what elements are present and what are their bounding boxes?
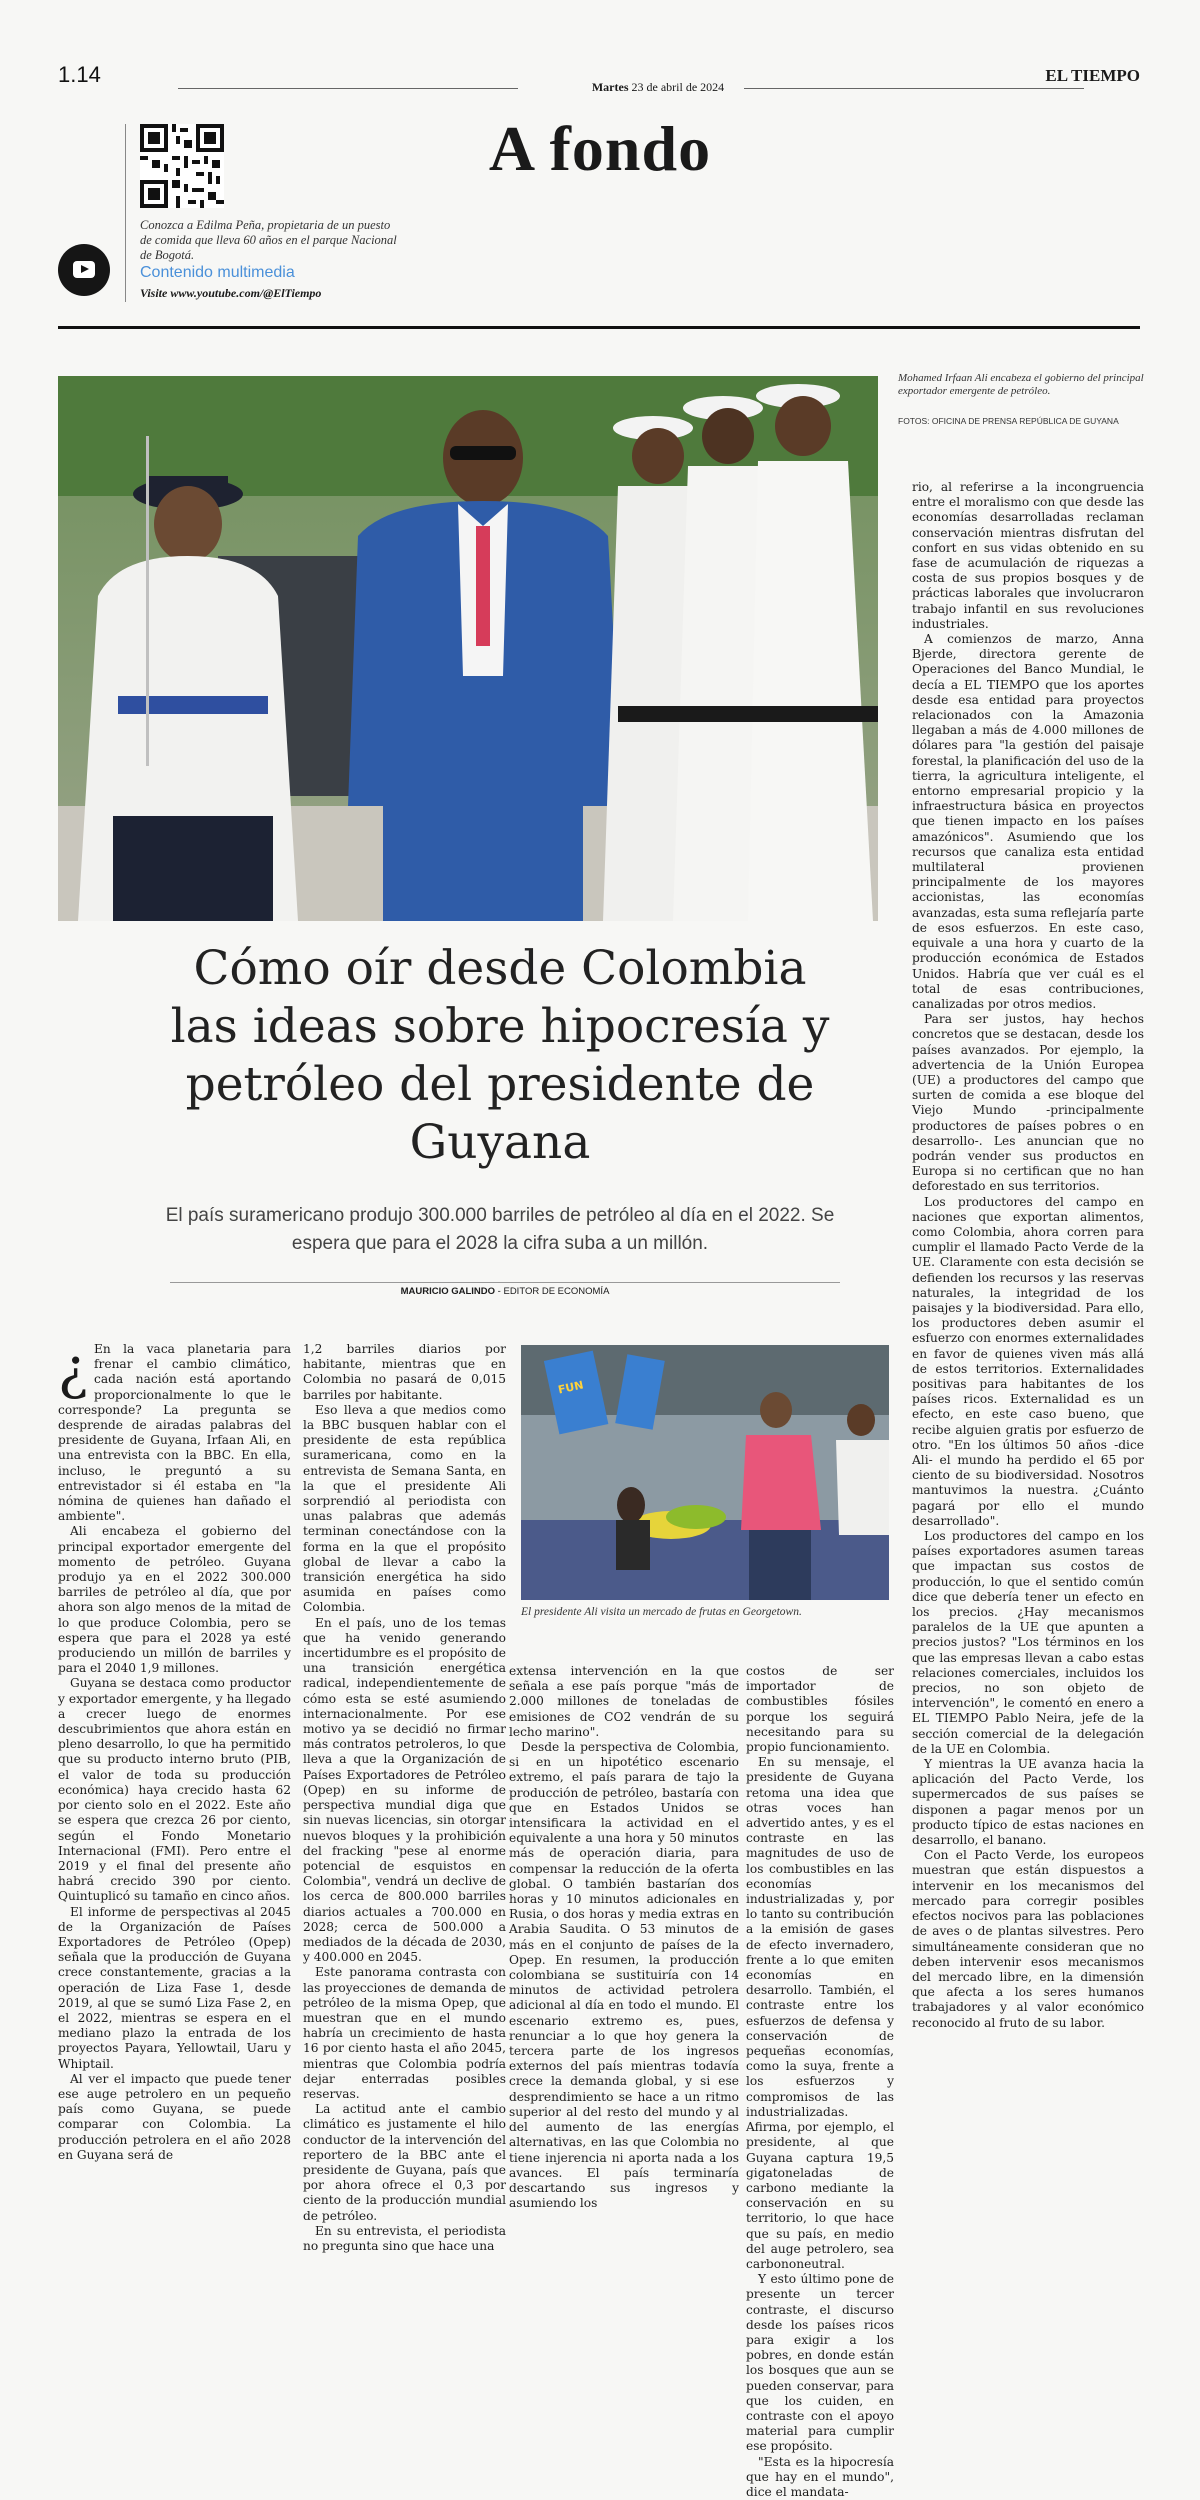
qr-code[interactable] bbox=[140, 124, 224, 208]
market-photo-caption: El presidente Ali visita un mercado de frutas en Georgetown. bbox=[521, 1606, 802, 1618]
svg-text:FUN: FUN bbox=[556, 1378, 585, 1397]
section-rule bbox=[58, 326, 1140, 329]
article-column-3 bbox=[509, 1664, 739, 2254]
article-column-1 bbox=[58, 1337, 291, 2252]
dropcap: ¿ bbox=[58, 1337, 89, 1402]
paragraph: Para ser justos, hay hechos concretos que se destacan, desde los países avanzados. Por ejemplo, la advertencia de la Unión Europea (UE) a productores del campo que surten de comida a ese bloque del Viejo Mundo -principalmente productores de países pobres o en desarrollo-. Les anuncian que no podrán vender sus productos en Europa si no certifican que no han deforestado en sus territorios. bbox=[912, 1012, 1144, 1194]
header-divider-left bbox=[178, 88, 518, 89]
paragraph: Y mientras la UE avanza hacia la aplicación del Pacto Verde, los supermercados de sus países se disponen a pagar menos por un producto típico de estas naciones en desarrollo, el banano. bbox=[912, 1757, 1144, 1848]
article-column-5 bbox=[912, 480, 1144, 2254]
author-role: - EDITOR DE ECONOMÍA bbox=[495, 1286, 610, 1297]
date-rest: 23 de abril de 2024 bbox=[631, 80, 725, 94]
author-name: MAURICIO GALINDO bbox=[400, 1286, 496, 1297]
header-divider-right bbox=[744, 88, 1084, 89]
play-icon bbox=[73, 261, 95, 278]
newspaper-name: EL TIEMPO bbox=[1045, 66, 1140, 85]
paragraph: 1,2 barriles diarios por habitante, mientras que en Colombia no pasará de 0,015 barriles por habitante. bbox=[303, 1342, 506, 1402]
paragraph: Eso lleva a que medios como la BBC busquen hablar con el presidente de esta república suramericana, como en la entrevista de Semana Santa, en la que el presidente Ali sorprendió al periodista con unas palabras que además terminan conectándose con la forma en la que el propósito global de llevar a cabo la transición energética ha sido asumida en países como Colombia. bbox=[303, 1402, 506, 1615]
paragraph: La actitud ante el cambio climático es justamente el hilo conductor de la intervención del reportero de la BBC ante el presidente de Guyana, país que por ahora ofrece el 0,3 por ciento de la producción mundial de petróleo. bbox=[303, 2102, 506, 2223]
paragraph: Este panorama contrasta con las proyecciones de demanda de petróleo de la misma Opep, que muestran que en el mundo habría un crecimiento de hasta 16 por ciento hasta el año 2045, mientras que Colombia podría dejar enterradas posibles reservas. bbox=[303, 1965, 506, 2101]
paragraph: Desde la perspectiva de Colombia, si en un hipotético escenario extremo, el país parara de tajo la producción de petróleo, bastaría con que en Estados Unidos se intensificara la actividad en el equivalente a una hora y 50 minutos más de operación diaria, para compensar la reducción de la oferta global. O también bastarían dos horas y 10 minutos adicionales en Rusia, o dos horas y media extras en Arabia Saudita. O 53 minutos de más en el conjunto de países de la Opep. En resumen, la producción colombiana se sustituiría con 14 minutos de actividad petrolera adicional al día en todo el mundo. El escenario extremo es, pues, renunciar a lo que hoy genera la tercera parte de los ingresos externos del país mientras todavía crece la demanda global, y si ese desprendimiento se hace a un ritmo superior al del resto del mundo y al del aumento de las energías alternativas, en las que Colombia no tiene injerencia ni aporta nada a los avances. El país terminaría descartando sus ingresos y asumiendo los bbox=[509, 1740, 739, 2211]
page-header bbox=[58, 60, 1140, 94]
multimedia-label: Contenido multimedia bbox=[140, 264, 295, 281]
paragraph: Los productores del campo en los países exportadores asumen tareas que impactan sus costos de producción, lo que el sentido común dice que debería tener un efecto en los precios. ¿Hay mecanismos paralelos de la UE que apunten a precios justos? "Los términos en los que las empresas llevan a cabo estas relaciones comerciales, incluidos los precios, no son objeto de intervención", le comentó en enero a EL TIEMPO Pablo Neira, jefe de la sección comercial de la delegación de la UE en Colombia. bbox=[912, 1529, 1144, 1756]
promo-divider bbox=[125, 124, 126, 302]
photo-credit: FOTOS: OFICINA DE PRENSA REPÚBLICA DE GUYANA bbox=[898, 416, 1119, 426]
paragraph: Al ver el impacto que puede tener ese auge petrolero en un pequeño país como Guyana, se puede comparar con Colombia. La producción petrolera en el año 2028 en Guyana será de bbox=[58, 2071, 291, 2162]
paragraph: En su entrevista, el periodista no pregunta sino que hace una bbox=[303, 2223, 506, 2253]
paragraph: Los productores del campo en naciones que exportan alimentos, como Colombia, ahora corren para cumplir el llamado Pacto Verde de la UE. Claramente con esta decisión se defienden los recursos y las reservas naturales, la integridad de los paisajes y la biodiversidad. Para ello, los productores deben asumir el esfuerzo con enormes externalidades en favor de quienes viven más allá de estos territorios. Externalidades positivas para habitantes de los países ricos. Externalidad es un efecto, en este caso bueno, que recibe alguien gratis por esfuerzo de otro. "En los últimos 50 años -dice Ali- el mundo ha perdido el 65 por ciento de su biodiversidad. Nosotros mantuvimos la nuestra. ¿Cuánto pagará por ello el mundo desarrollado". bbox=[912, 1194, 1144, 1528]
section-title: A fondo bbox=[488, 113, 712, 184]
paragraph: Guyana se destaca como productor y exportador emergente, y ha llegado a crecer luego de enormes descubrimientos que ahora están en pleno desarrollo, lo que ha permitido que su producto interno bruto (PIB, el valor de toda su producción económica) haya crecido hasta 62 por ciento solo en el 2022. Este año se espera que crezca 26 por ciento, según el Fondo Monetario Internacional (FMI). Pero entre el 2019 y el final del presente año habrá crecido 390 por ciento. Quintuplicó su tamaño en cinco años. bbox=[58, 1676, 291, 1904]
paragraph: Con el Pacto Verde, los europeos muestran que están dispuestos a intervenir en los mecanismos del mercado para corregir posibles efectos nocivos para las poblaciones de aves o de plantas silvestres. Pero simultáneamente consideran que no deben intervenir esos mecanismos del mercado libre, en la dimensión que afecta a los seres humanos trabajadores y al valor económico reconocido al fruto de su labor. bbox=[912, 1848, 1144, 2030]
paragraph: Ali encabeza el gobierno del principal exportador emergente del momento de petróleo. Guyana produjo ya en el 2022 300.000 barriles de petróleo al día, que por ahora son algo menos de la mitad de lo que produce Colombia, pero se espera que para el 2028 ya esté produciendo un millón de barriles y para el 2040 1,9 millones. bbox=[58, 1524, 291, 1676]
market-photo bbox=[521, 1345, 889, 1600]
article-column-2 bbox=[303, 1342, 506, 2252]
byline bbox=[170, 1286, 840, 1297]
paragraph: Y esto último pone de presente un tercer contraste, el discurso desde los países ricos para exigir a los pobres, en donde están los bosques que aun se pueden conservar, para que los cuiden, en contraste con el apoyo material para cumplir ese propósito. bbox=[746, 2272, 894, 2454]
article-headline: Cómo oír desde Colombia las ideas sobre hipocresía y petróleo del presidente de Guyana bbox=[170, 941, 830, 1170]
page-number: 1.14 bbox=[58, 62, 101, 87]
youtube-icon[interactable] bbox=[58, 244, 110, 296]
paragraph: En el país, uno de los temas que ha venido generando incertidumbre es el propósito de una transición energética radical, independientemente de cómo esta se esté asumiendo internacionalmente. Por ese motivo ya se decidió no firmar más contratos petroleros, lo que lleva a que la Organización de Países Exportadores de Petróleo (Opep) en su informe de perspectiva mundial diga que sin nuevas licencias, sin otorgar nuevos bloques y la prohibición del fracking "pese al enorme potencial de esquistos en Colombia", vendrá un declive de los cerca de 800.000 barriles diarios actuales a 700.000 en 2028; cerca de 500.000 a mediados de la década de 2030, y 400.000 en 2045. bbox=[303, 1615, 506, 1965]
byline-rule bbox=[170, 1282, 840, 1283]
youtube-link[interactable]: Visite www.youtube.com/@ElTiempo bbox=[140, 286, 322, 300]
date-day: Martes bbox=[591, 80, 629, 94]
paragraph: A comienzos de marzo, Anna Bjerde, directora gerente de Operaciones del Banco Mundial, le decía a EL TIEMPO que los aportes desde esa entidad para proyectos relacionados con la Amazonia llegaban a más de 4.000 millones de dólares para "la gestión del paisaje forestal, la planificación del uso de la tierra, la agricultura inteligente, el entorno empresarial propicio y la infraestructura básica en proyectos que tienen impacto en los países amazónicos". Asumiendo que los recursos que canaliza esta entidad multilateral provienen principalmente de los mayores accionistas, las economías avanzadas, esta suma reflejaría parte de esos esfuerzos. En este caso, equivale a una hora y cuarto de la producción económica de Estados Unidos. Habría que ver cuál es el total de esas contribuciones, canalizadas por otros medios. bbox=[912, 632, 1144, 1011]
article-column-4 bbox=[746, 1664, 894, 2499]
paragraph: rio, al referirse a la incongruencia entre el moralismo con que desde las economías desarrolladas reclaman conservación mientras disfrutan del confort en sus vidas obtenido en su fase de acumulación de riquezas a costa de sus propios bosques y de prácticas laborales que involucraron trabajo infantil en sus revoluciones industriales. bbox=[912, 480, 1144, 631]
promo-description: Conozca a Edilma Peña, propietaria de un puesto de comida que lleva 60 años en el parque Nacional de Bogotá. bbox=[140, 218, 397, 262]
paragraph: En la vaca planetaria para frenar el cambio climático, cada nación está aportando proporcionalmente lo que le corresponde? La pregunta se desprende de airadas palabras del presidente de Guyana, Irfaan Ali, en una entrevista con la BBC. En ella, incluso, le preguntó a su entrevistador si él estaba en "la nómina de quienes han dañado el ambiente". bbox=[58, 1342, 291, 1524]
paragraph: extensa intervención en la que señala a ese país porque "más de 2.000 millones de toneladas de emisiones de CO2 vendrán de su lecho marino". bbox=[509, 1664, 739, 1739]
paragraph: costos de ser importador de combustibles fósiles porque los seguirá necesitando para su propio funcionamiento. bbox=[746, 1664, 894, 1755]
article-deck: El país suramericano produjo 300.000 barriles de petróleo al día en el 2022. Se espera que para el 2028 la cifra suba a un millón. bbox=[165, 1205, 835, 1254]
paragraph: En su mensaje, el presidente de Guyana retoma una idea que otras voces han advertido antes, y es el contraste en las magnitudes de uso de los combustibles en las economías industrializadas y, por lo tanto su contribución a la emisión de gases de efecto invernadero, frente a lo que emiten economías en desarrollo. También, el contraste entre los esfuerzos de defensa y conservación de pequeñas economías, como la suya, frente a los esfuerzos y compromisos de las industrializadas. Afirma, por ejemplo, el presidente, al que Guyana captura 19,5 gigatoneladas de carbono mediante la conservación en su territorio, lo que hace que su país, en medio del auge petrolero, sea carbononeutral. bbox=[746, 1755, 894, 2271]
paragraph: El informe de perspectivas al 2045 de la Organización de Países Exportadores de Petróleo (Opep) señala que la producción de Guyana crece constantemente, gracias a la operación de Liza Fase 1, desde 2019, al que se sumó Liza Fase 2, en el 2022, mientras se espera en el mediano plazo la entrada de los proyectos Payara, Yellowtail, Uaru y Whiptail. bbox=[58, 1904, 291, 2071]
main-photo bbox=[58, 376, 878, 921]
paragraph: "Esta es la hipocresía que hay en el mundo", dice el mandata- bbox=[746, 2454, 894, 2499]
main-photo-caption: Mohamed Irfaan Ali encabeza el gobierno del principal exportador emergente de petróleo. bbox=[898, 372, 1144, 397]
